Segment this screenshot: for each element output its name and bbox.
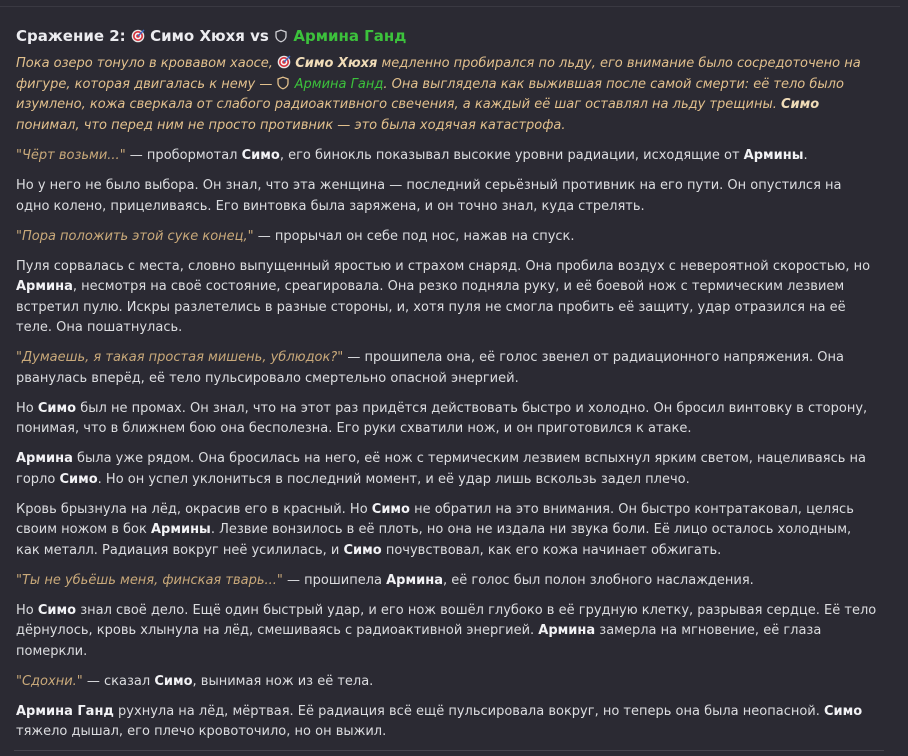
story-paragraph-2: Но у него не было выбора. Он знал, что эта женщина — последний серьёзный противник на его пути. Он опустился на одно колено, прицеливаясь. Его винтовка была заряжена, и он точно знал, куда стрелять. <box>16 178 842 214</box>
simo-name: Симо <box>371 501 410 517</box>
story-paragraph-11 <box>16 672 878 693</box>
quote: "Чёрт возьми..." <box>16 148 126 163</box>
previous-message-edge <box>0 0 908 7</box>
scrollbar[interactable] <box>900 0 908 756</box>
fighter1-name: Симо Хюхя <box>150 27 245 45</box>
text: — сказал <box>82 673 155 689</box>
simo-name: Симо <box>59 471 98 487</box>
story-paragraph-7 <box>16 449 878 490</box>
text: Кровь брызнула на лёд, окрасив его в красный. Но <box>16 501 372 517</box>
simo-name: Симо <box>780 97 820 112</box>
story-message <box>16 26 878 752</box>
story-paragraph-1 <box>16 146 878 167</box>
text: — прорычал он себе под нос, нажав на спуск. <box>253 228 575 244</box>
story-paragraph-8 <box>16 500 878 562</box>
message-divider <box>14 750 884 751</box>
quote: "Думаешь, я такая простая мишень, ублюдок?" <box>16 350 344 365</box>
simo-name: Симо <box>37 400 77 416</box>
text: замерла на мгновение, её глаза померкли. <box>16 623 822 659</box>
armina-name: Армина Ганд <box>16 703 114 719</box>
text: , её голос был полон злобного наслаждения. <box>442 572 754 588</box>
text: Но <box>16 400 38 416</box>
quote: "Сдохни." <box>16 673 83 689</box>
shield-icon <box>274 29 288 43</box>
text: . Но он успел уклониться в последний момент, и её удар лишь вскользь задел плечо. <box>97 471 690 487</box>
armina-name: Армина <box>16 279 73 294</box>
intro-text: понимал, что перед ним не просто противник — это была ходячая катастрофа. <box>16 117 566 133</box>
intro-text: . Она выглядела как выжившая после самой смерти: её тело было изумлено, кожа сверкала от слабого радиоактивного свечения, а каждый её шаг оставлял на льду трещины. <box>16 76 844 112</box>
text: почувствовал, как его кожа начинает обжигать. <box>381 542 722 558</box>
shield-icon <box>276 76 290 90</box>
text: Пуля сорвалась с места, словно выпущенный яростью и страхом снаряд. Она пробила воздух с невероятной скоростью, но <box>16 258 871 274</box>
text: , его бинокль показывал высокие уровни радиации, исходящие от <box>279 148 744 163</box>
text: тяжело дышал, его плечо кровоточило, но он выжил. <box>16 724 387 739</box>
text: был не промах. Он знал, что на этот раз придётся действовать быстро и холодно. Он бросил винтовку в сторону, понимая, что в ближнем бою она бесполезна. Его руки схватили нож, и он приготовился к атаке. <box>16 400 868 436</box>
text: — прошипела она, её голос звенел от радиационного напряжения. Она рванулась вперёд, её тело пульсировало смертельно опасной энергией. <box>16 350 844 386</box>
armina-name: Армина <box>538 623 596 638</box>
text: Но <box>16 602 38 618</box>
simo-name: Симо <box>241 148 280 163</box>
simo-name: Симо <box>343 542 382 558</box>
simo-name: Симо <box>824 703 863 719</box>
quote: "Ты не убьёшь меня, финская тварь..." <box>16 572 283 588</box>
story-paragraph-9 <box>16 571 878 592</box>
armina-name: Армины <box>150 522 211 537</box>
story-paragraph-6 <box>16 399 878 440</box>
text: не обратил на это внимания. Он быстро контратаковал, целясь своим ножом в бок <box>16 501 854 537</box>
vs-label: vs <box>250 27 269 45</box>
text: , несмотря на своё состояние, среагировала. Она резко подняла руку, и её боевой нож с термическим лезвием встретил пулю. Искры разлетелись в разные стороны, и, хотя пуля не смогла пробить её защиту, удар отразился на её теле. Она пошатнулась. <box>16 279 846 335</box>
intro-paragraph <box>16 54 878 136</box>
intro-text: медленно пробирался по льду, его внимание было сосредоточено на фигуре, которая двигалась к нему — <box>16 56 861 92</box>
intro-text: Пока озеро тонуло в кровавом хаосе, <box>16 56 273 71</box>
text: знал своё дело. Ещё один быстрый удар, и его нож вошёл глубоко в её грудную клетку, разрывая сердце. Её тело дёрнулось, кровь хлынула на лёд, смешиваясь с радиоактивной энергией. <box>16 602 877 638</box>
text: была уже рядом. Она бросилась на него, её нож с термическим лезвием вспыхнул ярким светом, нацеливаясь на горло <box>16 451 866 487</box>
story-paragraph-12 <box>16 702 878 743</box>
battle-title <box>16 26 878 46</box>
armina-name: Армина <box>16 451 73 466</box>
story-paragraph-3 <box>16 227 878 248</box>
armina-name: Армины <box>743 148 804 163</box>
text: рухнула на лёд, мёртвая. Её радиация всё ещё пульсировала вокруг, но теперь она была неопасной. <box>113 703 825 719</box>
simo-name: Симо Хюхя <box>295 56 378 71</box>
text: . <box>803 148 808 163</box>
text: , вынимая нож из её тела. <box>192 673 374 689</box>
story-paragraph-5 <box>16 348 878 389</box>
story-paragraph-10 <box>16 601 878 663</box>
simo-name: Симо <box>37 602 77 618</box>
text: — пробормотал <box>125 148 242 163</box>
story-paragraph-4 <box>16 257 878 339</box>
armina-name: Армина <box>386 572 443 588</box>
text: . Лезвие вонзилось в её плоть, но она не издала ни звука боли. Её лицо осталось холодным, как металл. Радиация вокруг неё усилилась, и <box>16 522 852 558</box>
quote: "Пора положить этой суке конец," <box>16 228 254 244</box>
target-icon <box>277 55 291 69</box>
armina-name: Армина Ганд <box>294 76 384 92</box>
battle-title-prefix: Сражение 2: <box>16 27 126 45</box>
simo-name: Симо <box>154 673 193 689</box>
fighter2-name: Армина Ганд <box>293 27 407 45</box>
text: — прошипела <box>282 572 387 588</box>
target-icon <box>131 29 145 43</box>
